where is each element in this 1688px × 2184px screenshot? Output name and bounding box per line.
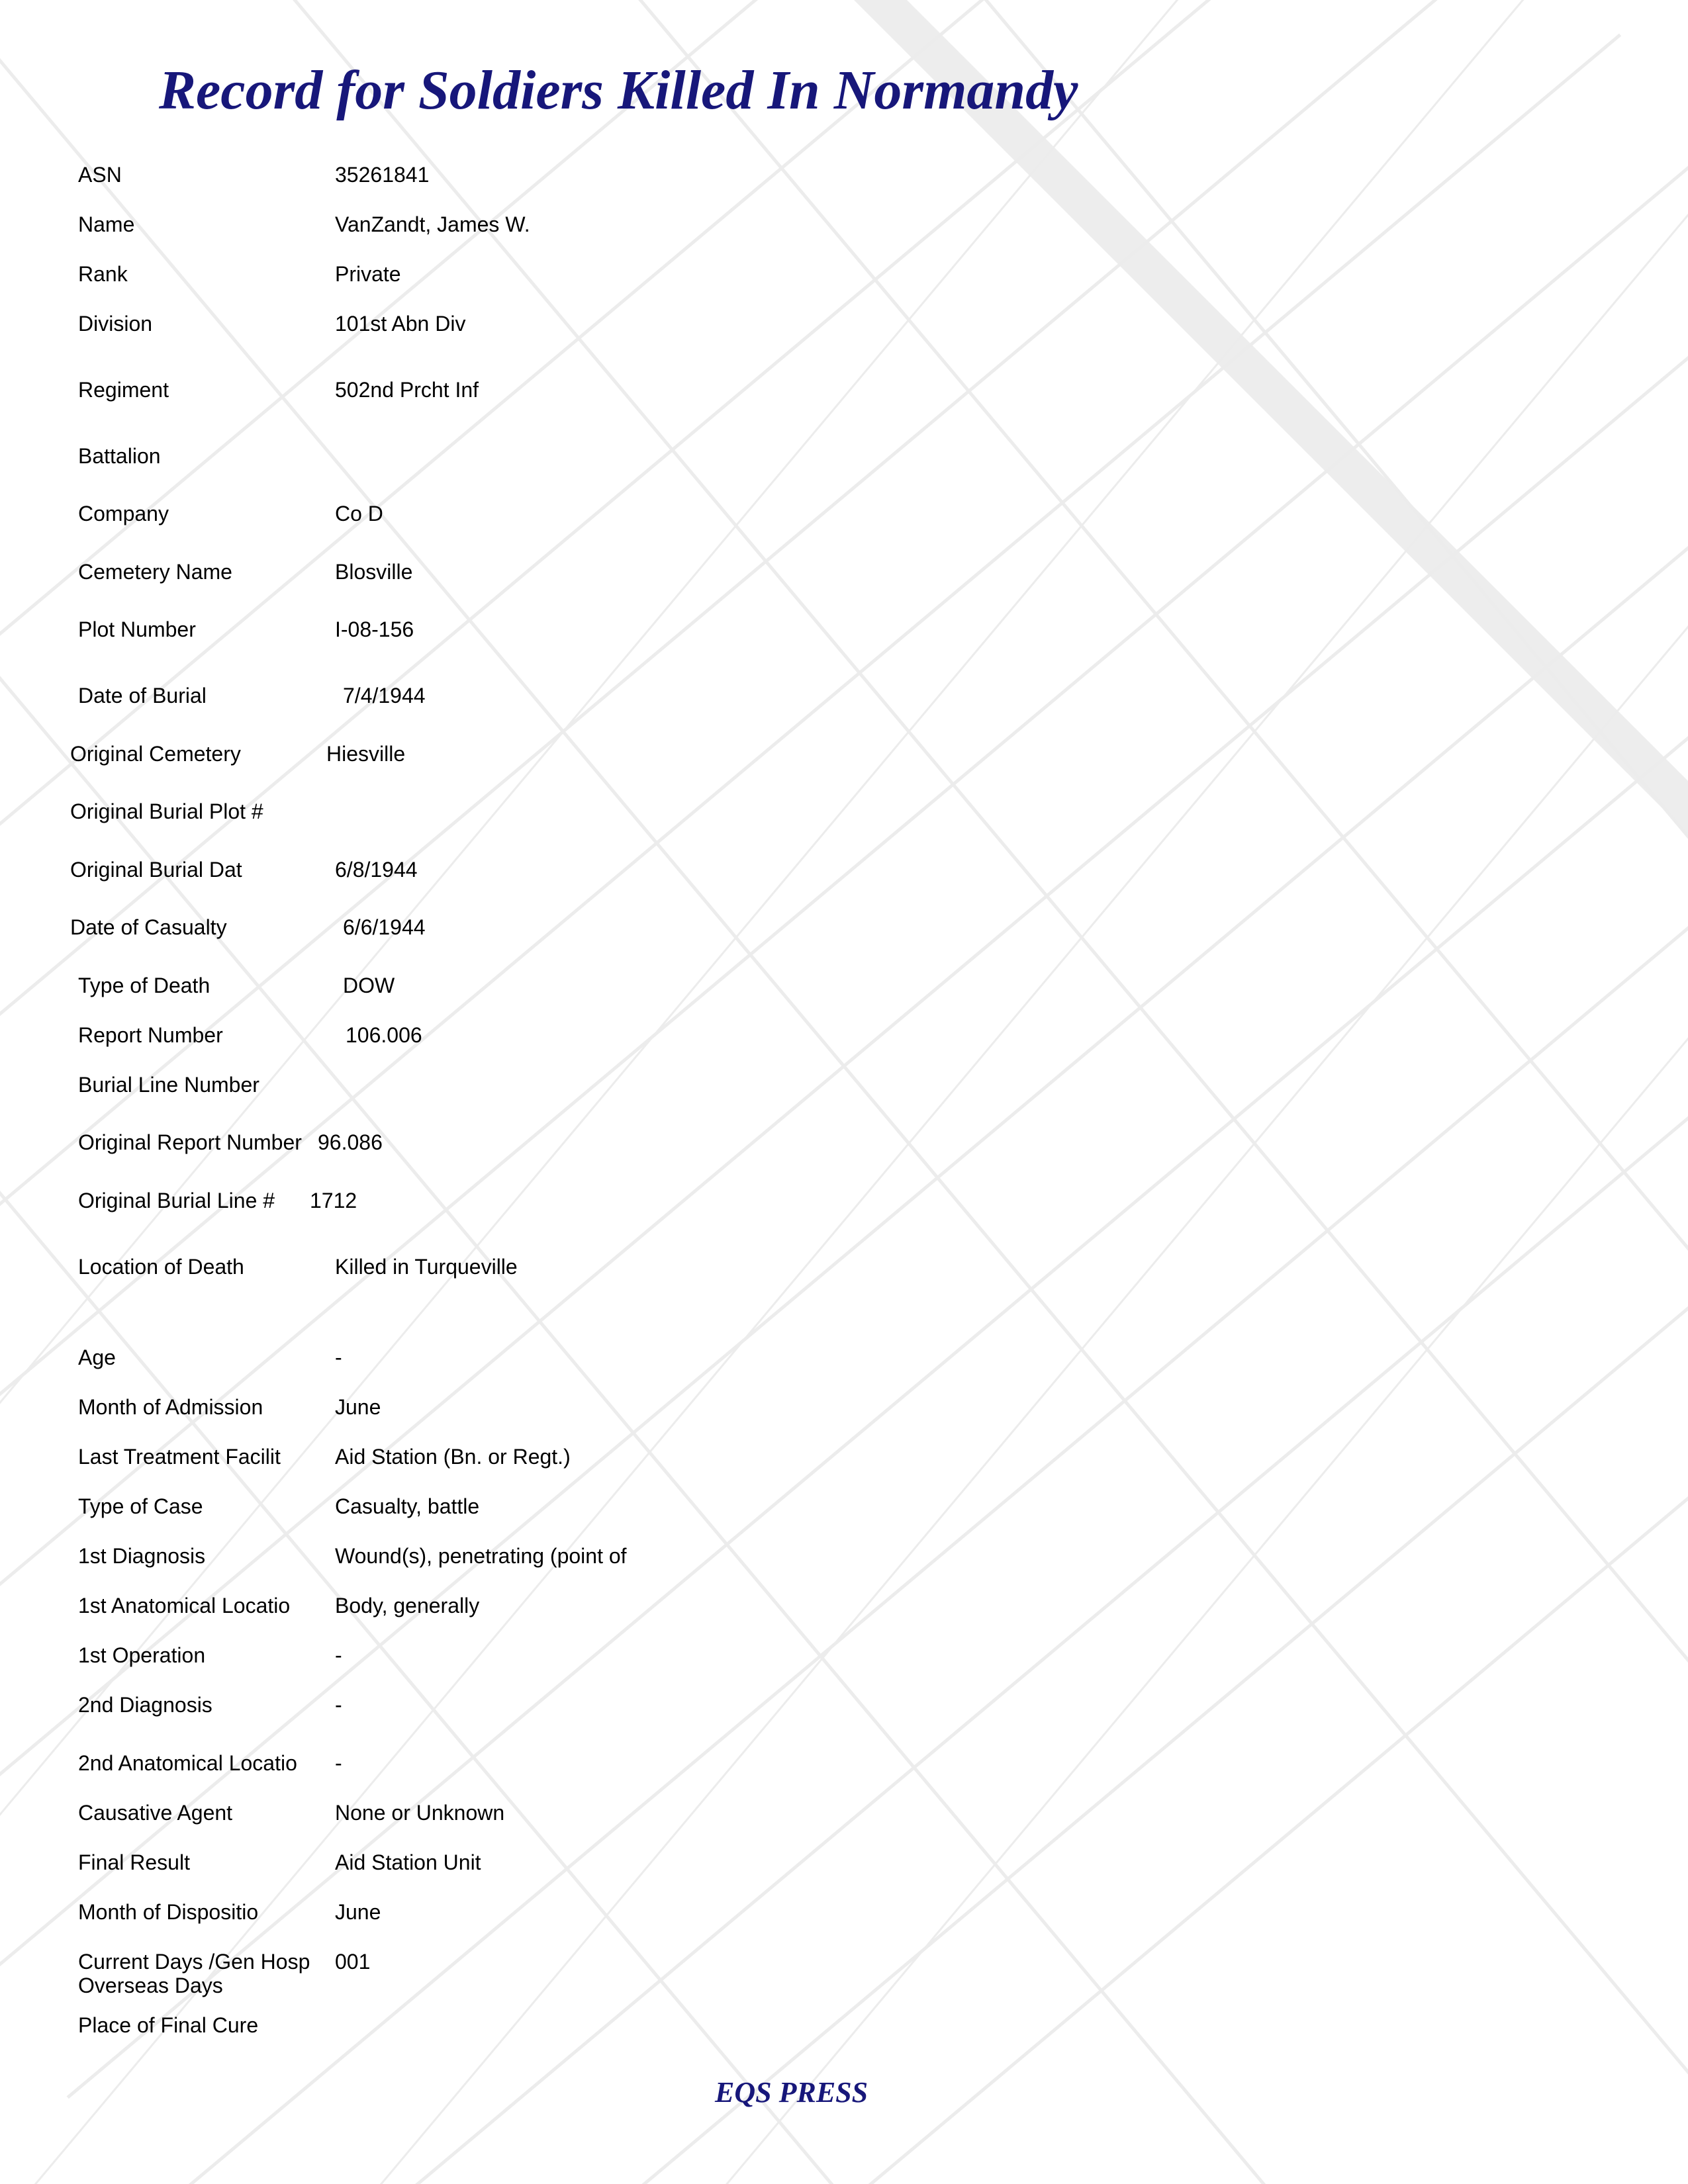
- field-label-battalion: Battalion: [78, 444, 161, 468]
- field-label-original-burial-date: Original Burial Dat: [70, 858, 242, 882]
- field-label-first-diagnosis: 1st Diagnosis: [78, 1544, 206, 1568]
- field-label-location-of-death: Location of Death: [78, 1255, 244, 1279]
- field-label-name: Name: [78, 212, 135, 236]
- page-title: Record for Soldiers Killed In Normandy: [159, 60, 1078, 121]
- field-value-second-anatomical-location: -: [335, 1751, 342, 1775]
- field-label-date-of-casualty: Date of Casualty: [70, 915, 227, 939]
- field-value-first-anatomical-location: Body, generally: [335, 1594, 480, 1617]
- field-label-final-result: Final Result: [78, 1850, 190, 1874]
- field-label-plot-number: Plot Number: [78, 617, 196, 641]
- field-value-division: 101st Abn Div: [335, 312, 466, 336]
- field-label-cemetery-name: Cemetery Name: [78, 560, 232, 584]
- field-label-current-days-gen-hosp: Current Days /Gen Hosp: [78, 1950, 310, 1974]
- field-label-first-anatomical-location: 1st Anatomical Locatio: [78, 1594, 291, 1617]
- field-label-place-of-final-cure: Place of Final Cure: [78, 2013, 259, 2037]
- field-label-type-of-death: Type of Death: [78, 974, 211, 997]
- field-label-last-treatment-facility: Last Treatment Facilit: [78, 1445, 281, 1469]
- field-label-second-anatomical-location: 2nd Anatomical Locatio: [78, 1751, 297, 1775]
- field-value-last-treatment-facility: Aid Station (Bn. or Regt.): [335, 1445, 571, 1469]
- field-value-plot-number: I-08-156: [335, 617, 414, 641]
- field-label-month-of-disposition: Month of Dispositio: [78, 1900, 259, 1924]
- field-label-original-burial-plot: Original Burial Plot #: [70, 799, 263, 823]
- field-label-original-cemetery: Original Cemetery: [70, 742, 241, 766]
- field-label-original-burial-line: Original Burial Line #: [78, 1189, 275, 1212]
- field-value-first-diagnosis: Wound(s), penetrating (point of: [335, 1544, 627, 1568]
- field-label-month-of-admission: Month of Admission: [78, 1395, 263, 1419]
- field-value-original-burial-date: 6/8/1944: [335, 858, 418, 882]
- field-label-original-report-number: Original Report Number: [78, 1130, 302, 1154]
- field-value-asn: 35261841: [335, 163, 430, 187]
- field-value-type-of-case: Casualty, battle: [335, 1494, 480, 1518]
- field-value-date-of-casualty: 6/6/1944: [343, 915, 426, 939]
- field-label-causative-agent: Causative Agent: [78, 1801, 233, 1825]
- field-value-causative-agent: None or Unknown: [335, 1801, 505, 1825]
- field-label-age: Age: [78, 1345, 116, 1369]
- field-value-original-burial-line: 1712: [310, 1189, 357, 1212]
- field-value-current-days-gen-hosp: 001: [335, 1950, 371, 1974]
- field-value-report-number: 106.006: [346, 1023, 422, 1047]
- field-label-rank: Rank: [78, 262, 128, 286]
- field-label-company: Company: [78, 502, 169, 525]
- field-label-date-of-burial: Date of Burial: [78, 684, 207, 707]
- field-value-original-report-number: 96.086: [318, 1130, 383, 1154]
- field-value-final-result: Aid Station Unit: [335, 1850, 481, 1874]
- publisher-footer: EQS PRESS: [715, 2076, 868, 2109]
- field-label-report-number: Report Number: [78, 1023, 223, 1047]
- field-value-age: -: [335, 1345, 342, 1369]
- field-value-original-cemetery: Hiesville: [326, 742, 406, 766]
- field-label-burial-line-number: Burial Line Number: [78, 1073, 259, 1097]
- field-value-month-of-admission: June: [335, 1395, 381, 1419]
- field-value-location-of-death: Killed in Turqueville: [335, 1255, 518, 1279]
- field-label-asn: ASN: [78, 163, 122, 187]
- field-value-name: VanZandt, James W.: [335, 212, 530, 236]
- field-value-type-of-death: DOW: [343, 974, 395, 997]
- field-value-first-operation: -: [335, 1643, 342, 1667]
- field-value-regiment: 502nd Prcht Inf: [335, 378, 479, 402]
- field-label-type-of-case: Type of Case: [78, 1494, 203, 1518]
- field-value-cemetery-name: Blosville: [335, 560, 413, 584]
- field-value-second-diagnosis: -: [335, 1693, 342, 1717]
- field-label-first-operation: 1st Operation: [78, 1643, 206, 1667]
- field-label-overseas-days: Overseas Days: [78, 1974, 223, 1997]
- field-value-rank: Private: [335, 262, 401, 286]
- field-value-date-of-burial: 7/4/1944: [343, 684, 426, 707]
- field-value-company: Co D: [335, 502, 383, 525]
- field-label-division: Division: [78, 312, 153, 336]
- field-label-regiment: Regiment: [78, 378, 169, 402]
- field-label-second-diagnosis: 2nd Diagnosis: [78, 1693, 212, 1717]
- field-value-month-of-disposition: June: [335, 1900, 381, 1924]
